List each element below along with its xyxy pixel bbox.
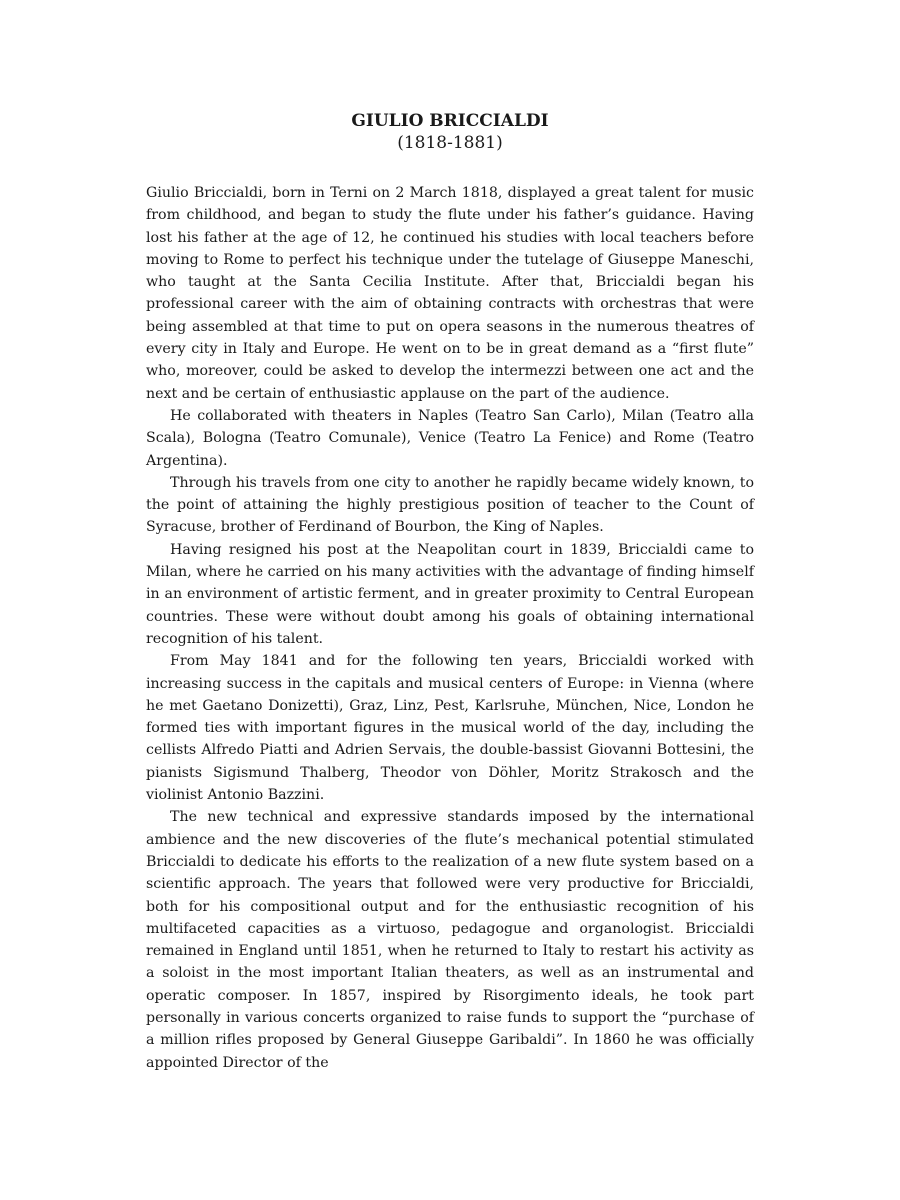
document-page: [146, 110, 754, 1074]
paragraph-3: Through his travels from one city to another he rapidly became widely known, to the point of attaining the highly prestigious position of teacher to the Count of Syracuse, brother of Ferdinand of Bourbon, the King of Naples.: [146, 474, 754, 536]
paragraph-4: Having resigned his post at the Neapolitan court in 1839, Briccialdi came to Milan, where he carried on his many activities with the advantage of finding himself in an environment of artistic ferment, and in greater proximity to Central European countries. These were without doubt among his goals of obtaining international recognition of his talent.: [146, 541, 754, 647]
document-title: GIULIO BRICCIALDI: [351, 111, 549, 131]
paragraph-2: He collaborated with theaters in Naples (Teatro San Carlo), Milan (Teatro alla Scala), Bologna (Teatro Comunale), Venice (Teatro La Fenice) and Rome (Teatro Argentina).: [146, 407, 754, 469]
paragraph-1: Giulio Briccialdi, born in Terni on 2 March 1818, displayed a great talent for music from childhood, and began to study the flute under his father’s guidance. Having lost his father at the age of 12, he continued his studies with local teachers before moving to Rome to perfect his technique under the tutelage of Giuseppe Maneschi, who taught at the Santa Cecilia Institute. After that, Briccialdi began his professional career with the aim of obtaining contracts with orchestras that were being assembled at that time to put on opera seasons in the numerous theatres of every city in Italy and Europe. He went on to be in great demand as a “first flute” who, moreover, could be asked to develop the intermezzi between one act and the next and be certain of enthusiastic applause on the part of the audience.: [146, 185, 754, 402]
paragraph-5: From May 1841 and for the following ten years, Briccialdi worked with increasing success in the capitals and musical centers of Europe: in Vienna (where he met Gaetano Donizetti), Graz, Linz, Pest, Karlsruhe, München, Nice, London he formed ties with important figures in the musical world of the day, including the cellists Alfredo Piatti and Adrien Servais, the double-bassist Giovanni Bottesini, the pianists Sigismund Thalberg, Theodor von Döhler, Moritz Strakosch and the violinist Antonio Bazzini.: [146, 653, 754, 804]
life-dates: (1818-1881): [397, 133, 503, 153]
body-text: [146, 182, 754, 1074]
paragraph-6: The new technical and expressive standards imposed by the international ambience and the new discoveries of the flute’s mechanical potential stimulated Briccialdi to dedicate his efforts to the realization of a new flute system based on a scientific approach. The years that followed were very productive for Briccialdi, both for his compositional output and for the enthusiastic recognition of his multifaceted capacities as a virtuoso, pedagogue and organologist. Briccialdi remained in England until 1851, when he returned to Italy to restart his activity as a soloist in the most important Italian theaters, as well as an instrumental and operatic composer. In 1857, inspired by Risorgimento ideals, he took part personally in various concerts organized to raise funds to support the “purchase of a million rifles proposed by General Giuseppe Garibaldi”. In 1860 he was officially appointed Director of the: [146, 809, 754, 1071]
